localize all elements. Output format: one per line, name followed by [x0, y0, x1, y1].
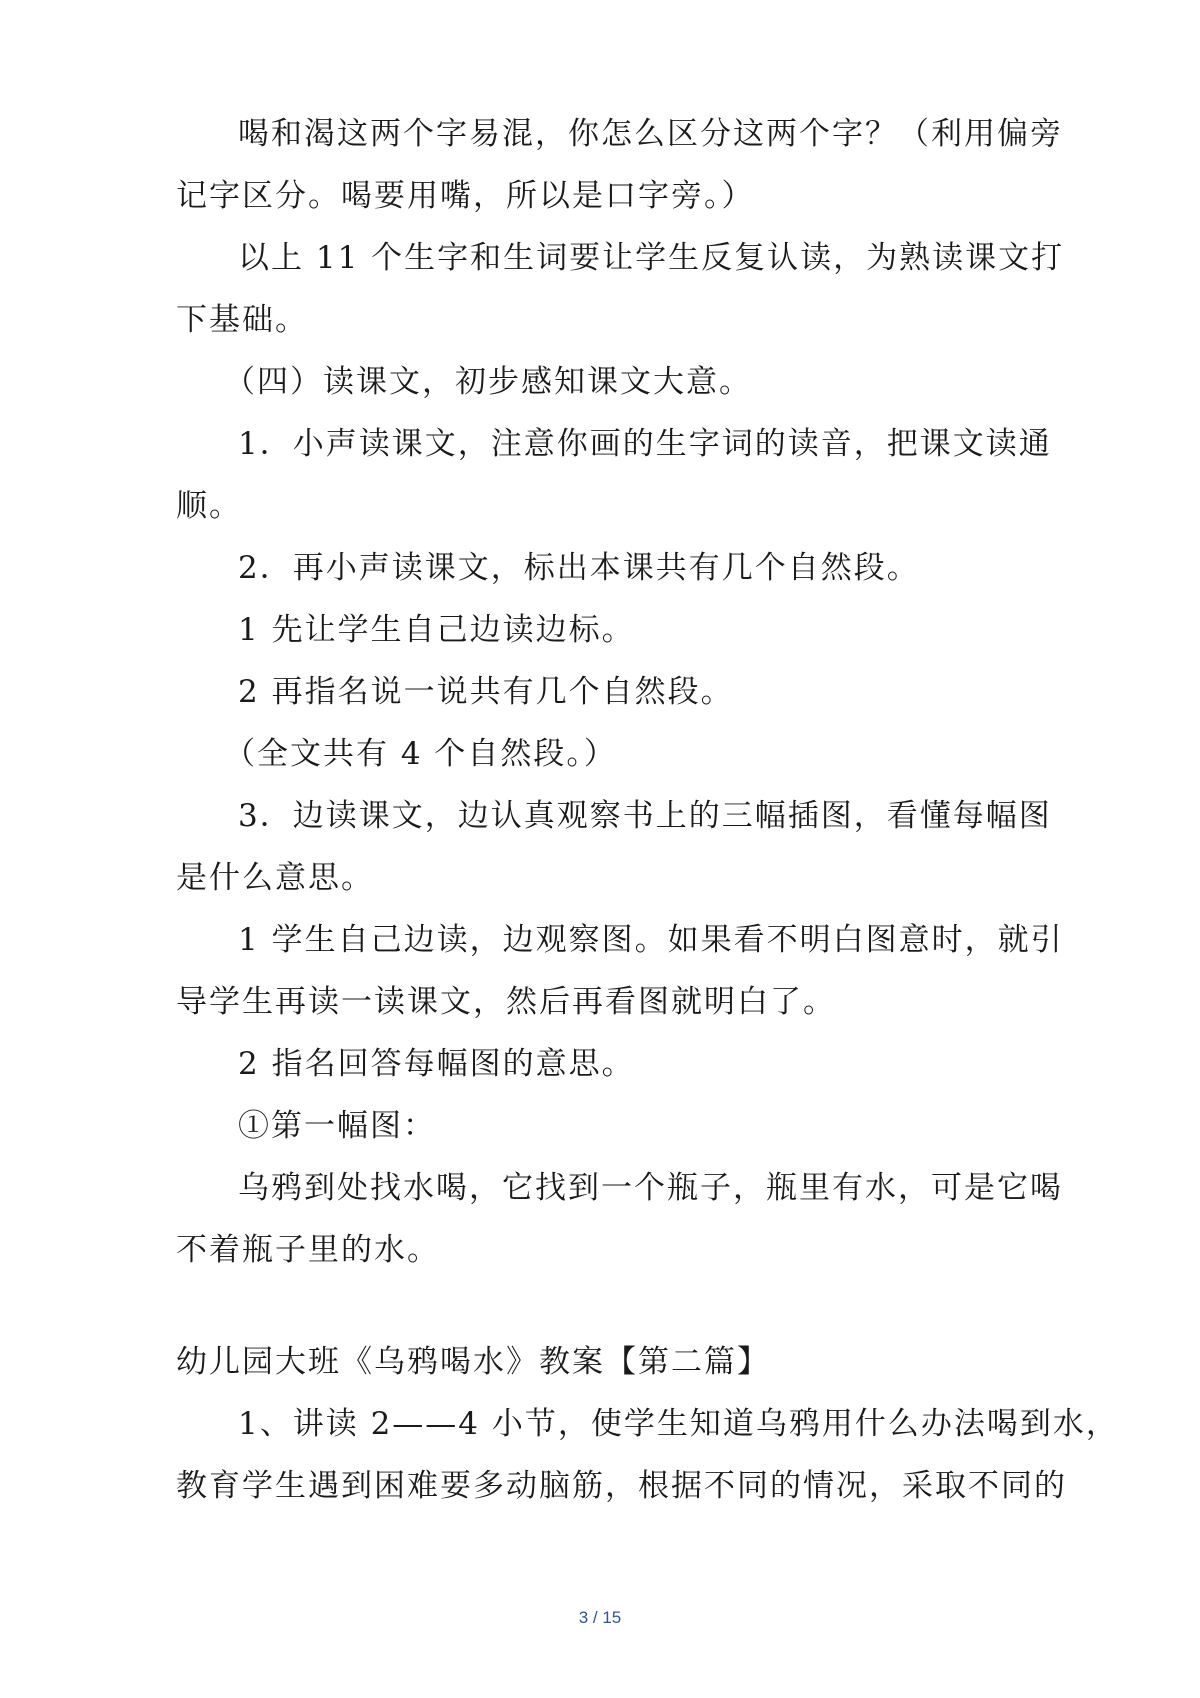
paragraph-line: 3．边读课文，边认真观察书上的三幅插图，看懂每幅图 — [238, 798, 1052, 834]
paragraph-line: 1．小声读课文，注意你画的生字词的读音，把课文读通 — [238, 426, 1052, 462]
paragraph-line: 乌鸦到处找水喝，它找到一个瓶子，瓶里有水，可是它喝 — [238, 1170, 1063, 1206]
paragraph-line: 以上 11 个生字和生词要让学生反复认读，为熟读课文打 — [238, 240, 1065, 276]
paragraph-line: 喝和渴这两个字易混，你怎么区分这两个字？（利用偏旁 — [238, 116, 1063, 152]
paragraph-line: 下基础。 — [176, 302, 308, 338]
paragraph-line: 是什么意思。 — [176, 860, 374, 896]
paragraph-line: 2．再小声读课文，标出本课共有几个自然段。 — [238, 550, 920, 586]
paragraph-line: 顺。 — [176, 488, 242, 524]
paragraph-line: 1 先让学生自己边读边标。 — [238, 612, 635, 648]
paragraph-line: 2 再指名说一说共有几个自然段。 — [238, 674, 734, 710]
page-number: 3 / 15 — [578, 1608, 622, 1627]
article-title: 幼儿园大班《乌鸦喝水》教案【第二篇】 — [176, 1344, 770, 1380]
paragraph-line: 记字区分。喝要用嘴，所以是口字旁。） — [176, 178, 755, 214]
paragraph-line: （全文共有 4 个自然段。） — [224, 736, 617, 772]
section-heading: （四）读课文，初步感知课文大意。 — [224, 364, 752, 400]
paragraph-line: 导学生再读一读课文，然后再看图就明白了。 — [176, 984, 836, 1020]
paragraph-line: 不着瓶子里的水。 — [176, 1232, 440, 1268]
paragraph-line: ①第一幅图： — [238, 1108, 436, 1144]
paragraph-line: 教育学生遇到困难要多动脑筋，根据不同的情况，采取不同的 — [176, 1468, 1067, 1504]
paragraph-line: 1 学生自己边读，边观察图。如果看不明白图意时，就引 — [238, 922, 1064, 958]
paragraph-line: 1、讲读 2——4 小节，使学生知道乌鸦用什么办法喝到水， — [238, 1406, 1119, 1442]
paragraph-line: 2 指名回答每幅图的意思。 — [238, 1046, 635, 1082]
